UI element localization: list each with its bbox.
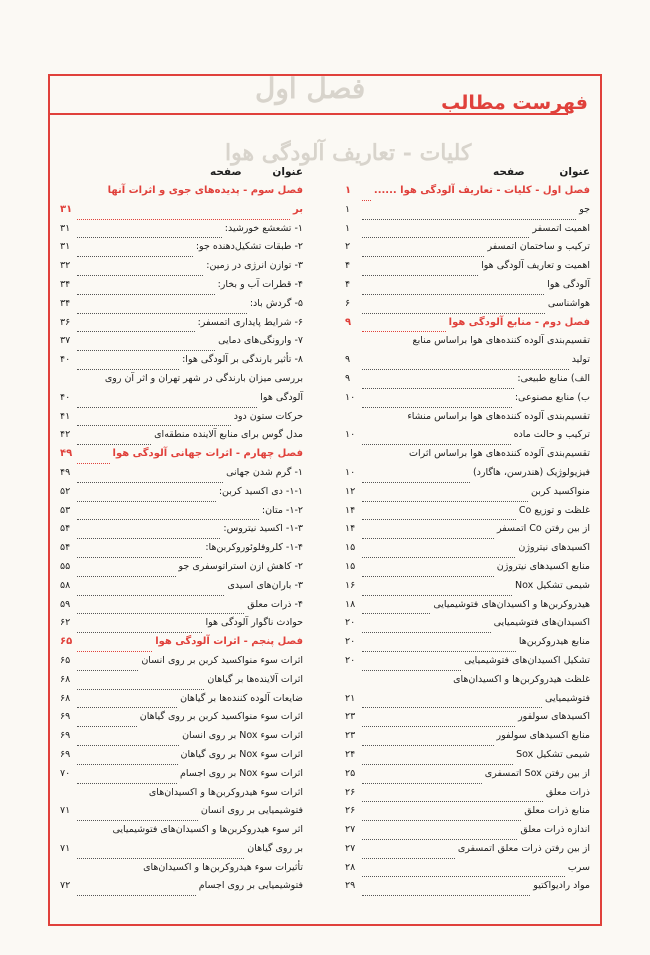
- toc-entry: [60, 257, 303, 276]
- toc-entry: [345, 502, 590, 521]
- toc-entry-title: فصل دوم - منابع آلودگی هوا: [448, 316, 590, 328]
- toc-entry: [345, 802, 590, 821]
- toc-entry-title: ۱- تشعشع خورشید:: [224, 222, 303, 234]
- toc-right-header: [345, 164, 590, 180]
- toc-entry-title: تقسیم‌بندی آلوده کننده‌های هوا براساس منشاء: [407, 410, 590, 422]
- toc-entry-title: ۷- وارونگی‌های دمایی: [218, 335, 303, 347]
- toc-leader-dots: [77, 809, 198, 821]
- toc-entry: [60, 671, 303, 690]
- toc-entry-title: آلودگی هوا: [547, 278, 590, 290]
- toc-entry: [345, 389, 590, 408]
- toc-entry: [345, 238, 590, 257]
- toc-page-number: ۱۸: [345, 598, 356, 610]
- toc-leader-dots: [362, 490, 528, 502]
- toc-entry-title: تقسیم‌بندی آلوده کننده‌های هوا براساس منابع: [412, 335, 590, 347]
- page-column-header: صفحه: [493, 166, 525, 178]
- toc-leader-dots: [362, 790, 543, 802]
- toc-leader-dots: [77, 490, 216, 502]
- toc-page-number: ۲۵: [345, 767, 356, 779]
- toc-entry: [60, 558, 303, 577]
- toc-entry: [60, 652, 303, 671]
- toc-page-number: ۵۴: [60, 542, 71, 554]
- toc-entry-title: تأثیرات سوء هیدروکربن‌ها و اکسیدان‌های: [143, 861, 303, 873]
- toc-entry-title: حرکات ستون دود: [233, 410, 303, 422]
- toc-entry-title: اثرات سوء Nox بر روی اجسام: [179, 767, 303, 779]
- toc-entry: [60, 802, 303, 821]
- toc-page-number: ۳۲: [60, 260, 71, 272]
- toc-entry: [60, 502, 303, 521]
- toc-entry: [345, 746, 590, 765]
- toc-page-number: ۲۰: [345, 654, 356, 666]
- toc-entry: [60, 596, 303, 615]
- toc-entry-title: ۱- گرم شدن جهانی: [226, 466, 303, 478]
- toc-page-number: ۵۳: [60, 504, 71, 516]
- toc-entry-title: ترکیب و ساختمان اتمسفر: [487, 241, 590, 253]
- toc-page-number: ۴۹: [60, 448, 73, 460]
- toc-entry-title: الف) منابع طبیعی:: [517, 372, 590, 384]
- toc-leader-dots: [77, 602, 244, 614]
- toc-entry: [345, 276, 590, 295]
- toc-leader-dots: [362, 659, 461, 671]
- title-column-header: عنوان: [559, 166, 590, 178]
- bleed-through-chapter-title: فصل اول: [255, 72, 366, 105]
- toc-page-number: ۴: [345, 278, 351, 290]
- toc-chapter-entry: [60, 182, 303, 201]
- toc-leader-dots: [77, 452, 110, 464]
- toc-entry: [60, 877, 303, 896]
- toc-page-number: ۲۳: [345, 730, 356, 742]
- toc-entry: [345, 370, 590, 389]
- toc-entry-title: ب) منابع مصنوعی:: [514, 391, 590, 403]
- toc-page-number: ۲۷: [345, 824, 356, 836]
- toc-entry-title: اثرات سوء Nox بر روی انسان: [182, 730, 303, 742]
- toc-entry: [345, 671, 590, 690]
- toc-page-number: ۲۳: [345, 711, 356, 723]
- toc-page-number: ۱۰: [345, 429, 356, 441]
- toc-page-number: ۹: [345, 316, 352, 328]
- toc-entry-title: تولید: [571, 354, 590, 366]
- toc-leader-dots: [77, 527, 220, 539]
- toc-page-number: ۹: [345, 354, 351, 366]
- toc-entry: [345, 332, 590, 351]
- toc-entry: [345, 201, 590, 220]
- toc-page-number: ۱: [345, 203, 351, 215]
- toc-leader-dots: [362, 772, 482, 784]
- toc-leader-dots: [77, 283, 215, 295]
- toc-page-number: ۳۱: [60, 222, 71, 234]
- toc-leader-dots: [362, 302, 545, 314]
- toc-entry: [345, 784, 590, 803]
- toc-page-number: ۶: [345, 297, 351, 309]
- toc-leader-dots: [77, 302, 247, 314]
- toc-entry-title: اثرات سوء هیدروکربن‌ها و اکسیدان‌های: [148, 786, 303, 798]
- toc-page-number: ۲۰: [345, 636, 356, 648]
- toc-entry-title: بر: [293, 203, 303, 215]
- toc-entry: [60, 727, 303, 746]
- toc-entry: [345, 426, 590, 445]
- toc-entry-title: اکسیدهای نیتروژن: [518, 542, 590, 554]
- toc-entry: [345, 558, 590, 577]
- toc-entry: [345, 483, 590, 502]
- toc-entry: [345, 821, 590, 840]
- bleed-through-chapter-subtitle: کلیات - تعاریف آلودگی هوا: [225, 140, 472, 166]
- toc-page-number: ۶۲: [60, 617, 71, 629]
- toc-page-number: ۴۹: [60, 466, 71, 478]
- toc-entry-title: مدل گوس برای منابع آلاینده منطقه‌ای: [154, 429, 303, 441]
- toc-leader-dots: [77, 847, 244, 859]
- toc-leader-dots: [77, 734, 179, 746]
- toc-entry: [60, 708, 303, 727]
- toc-entry: [60, 314, 303, 333]
- toc-leader-dots: [362, 208, 576, 220]
- toc-entry-title: فتوشیمیایی بر روی انسان: [200, 805, 303, 817]
- toc-entry: [60, 614, 303, 633]
- toc-leader-dots: [362, 884, 530, 896]
- toc-entry: [345, 708, 590, 727]
- toc-entry-title: اثر سوء هیدروکربن‌ها و اکسیدان‌های فتوشیمیایی: [112, 824, 303, 836]
- toc-leader-dots: [77, 696, 177, 708]
- toc-page-number: ۲۶: [345, 786, 356, 798]
- toc-entry-title: ۴- ذرات معلق: [247, 598, 303, 610]
- toc-entry-title: منواکسید کربن: [530, 485, 590, 497]
- toc-entry-title: فصل پنجم - اثرات آلودگی هوا: [155, 636, 303, 648]
- toc-leader-dots: [362, 565, 494, 577]
- toc-entry-title: ۴- قطرات آب و بخار:: [217, 278, 303, 290]
- toc-entry: [345, 596, 590, 615]
- toc-leader-dots: [362, 264, 478, 276]
- toc-entry: [60, 332, 303, 351]
- toc-entry-title: غلظت و توزیع Co: [518, 504, 590, 516]
- toc-page-number: ۳۷: [60, 335, 71, 347]
- toc-page-number: ۲۰: [345, 617, 356, 629]
- toc-page-number: ۱۴: [345, 523, 356, 535]
- toc-entry-title: حوادث ناگوار آلودگی هوا: [205, 617, 303, 629]
- toc-entry-title: شیمی تشکیل Sox: [516, 748, 590, 760]
- toc-page-number: ۱۶: [345, 579, 356, 591]
- toc-leader-dots: [362, 433, 511, 445]
- toc-leader-dots: [362, 508, 516, 520]
- toc-page-number: ۱: [345, 222, 351, 234]
- toc-page-number: ۵۲: [60, 485, 71, 497]
- toc-entry: [60, 520, 303, 539]
- toc-entry-title: از بین رفتن Co اتمسفر: [496, 523, 590, 535]
- toc-page-number: ۲۹: [345, 880, 356, 892]
- toc-entry-title: از بین رفتن Sox اتمسفری: [484, 767, 590, 779]
- toc-entry: [345, 295, 590, 314]
- toc-entry-title: ۳- باران‌های اسیدی: [227, 579, 303, 591]
- toc-entry: [60, 426, 303, 445]
- toc-leader-dots: [77, 584, 224, 596]
- toc-leader-dots: [77, 320, 195, 332]
- toc-entry: [60, 464, 303, 483]
- toc-entry-title: اکسیدان‌های فتوشیمیایی: [493, 617, 590, 629]
- toc-page-number: ۲۷: [345, 842, 356, 854]
- toc-leader-dots: [362, 734, 494, 746]
- toc-page-number: ۷۱: [60, 805, 71, 817]
- toc-page-number: ۷۰: [60, 767, 71, 779]
- toc-entry-title: ۲- کاهش ازن استراتوسفری جو: [178, 560, 303, 572]
- toc-left-entries: [60, 182, 303, 896]
- page-title: فهرست مطالب: [441, 92, 588, 114]
- toc-entry: [60, 295, 303, 314]
- toc-leader-dots: [362, 189, 371, 201]
- toc-entry-title: ترکیب و حالت ماده: [513, 429, 590, 441]
- toc-leader-dots: [362, 320, 446, 332]
- toc-leader-dots: [362, 377, 514, 389]
- toc-entry: [345, 539, 590, 558]
- toc-entry: [345, 408, 590, 427]
- toc-page-number: ۴۰: [60, 354, 71, 366]
- toc-entry-title: بررسی میزان بارندگی در شهر تهران و اثر آن روی: [104, 372, 303, 384]
- toc-entry: [60, 784, 303, 803]
- toc-entry: [60, 539, 303, 558]
- toc-page-number: ۵۴: [60, 523, 71, 535]
- toc-entry-title: فتوشیمیایی: [545, 692, 590, 704]
- toc-entry: [60, 821, 303, 840]
- toc-entry-title: اهمیت و تعاریف آلودگی هوا: [481, 260, 590, 272]
- toc-page-number: ۶۸: [60, 692, 71, 704]
- toc-page-number: ۲۴: [345, 748, 356, 760]
- toc-entry-title: غلظت هیدروکربن‌ها و اکسیدان‌های: [453, 673, 590, 685]
- toc-entry-title: ۶- شرایط پایداری اتمسفر:: [197, 316, 303, 328]
- toc-entry: [60, 351, 303, 370]
- toc-entry-title: فیزیولوژیک (هندرسن، هاگارد): [472, 466, 590, 478]
- toc-leader-dots: [362, 245, 484, 257]
- toc-page-number: ۴۱: [60, 410, 71, 422]
- toc-entry-title: آلودگی هوا: [260, 391, 303, 403]
- toc-entry: [345, 633, 590, 652]
- toc-leader-dots: [77, 339, 215, 351]
- toc-left-header: [60, 164, 303, 180]
- toc-page-number: ۷۲: [60, 880, 71, 892]
- toc-leader-dots: [77, 226, 222, 238]
- toc-leader-dots: [362, 847, 455, 859]
- toc-leader-dots: [362, 226, 529, 238]
- title-column-header: عنوان: [272, 166, 303, 178]
- toc-leader-dots: [362, 621, 491, 633]
- toc-entry: [345, 351, 590, 370]
- toc-entry-title: فصل چهارم - اثرات جهانی آلودگی هوا: [112, 448, 303, 460]
- toc-chapter-entry: [60, 633, 303, 652]
- toc-entry: [60, 577, 303, 596]
- toc-entry: [60, 483, 303, 502]
- toc-right-entries: [345, 182, 590, 896]
- toc-leader-dots: [362, 828, 517, 840]
- toc-entry: [60, 276, 303, 295]
- toc-entry: [345, 765, 590, 784]
- toc-page-number: ۱۵: [345, 542, 356, 554]
- toc-page-number: ۱۰: [345, 466, 356, 478]
- toc-entry: [60, 220, 303, 239]
- toc-entry: [345, 445, 590, 464]
- toc-leader-dots: [77, 396, 257, 408]
- toc-leader-dots: [362, 865, 565, 877]
- toc-page-number: ۱: [345, 185, 352, 196]
- toc-chapter-entry: [345, 182, 590, 201]
- toc-leader-dots: [362, 809, 521, 821]
- toc-entry-title: منابع اکسیدهای نیتروژن: [496, 560, 590, 572]
- toc-entry: [60, 765, 303, 784]
- toc-page-number: ۴۰: [60, 391, 71, 403]
- toc-entry-title: ۱-۴- کلروفلوئوروکربن‌ها:: [205, 542, 303, 554]
- toc-entry: [345, 614, 590, 633]
- toc-right-column: [345, 164, 590, 896]
- toc-entry-title: جو: [579, 203, 590, 215]
- toc-page-number: ۲: [345, 241, 351, 253]
- toc-leader-dots: [362, 602, 430, 614]
- toc-leader-dots: [362, 546, 515, 558]
- toc-entry-title: اثرات سوء Nox بر روی گیاهان: [180, 748, 303, 760]
- toc-page-number: ۱۵: [345, 560, 356, 572]
- toc-leader-dots: [362, 471, 470, 483]
- toc-page-number: ۱۰: [345, 391, 356, 403]
- toc-entry: [345, 257, 590, 276]
- toc-leader-dots: [77, 414, 231, 426]
- toc-entry: [60, 238, 303, 257]
- toc-page-number: ۶۹: [60, 748, 71, 760]
- toc-entry-title: بر روی گیاهان: [247, 842, 303, 854]
- toc-page-number: ۶۹: [60, 730, 71, 742]
- toc-leader-dots: [77, 264, 203, 276]
- toc-entry-title: فصل سوم - پدیده‌های جوی و اثرات آنها: [107, 185, 303, 196]
- toc-entry-title: هواشناسی: [547, 297, 590, 309]
- toc-page-number: ۱۲: [345, 485, 356, 497]
- toc-page-number: ۲۶: [345, 805, 356, 817]
- toc-entry: [345, 727, 590, 746]
- toc-entry-title: مواد رادیواکتیو: [533, 880, 590, 892]
- toc-leader-dots: [77, 208, 290, 220]
- toc-page-number: ۳۴: [60, 297, 71, 309]
- toc-entry-title: تشکیل اکسیدان‌های فتوشیمیایی: [464, 654, 590, 666]
- toc-leader-dots: [362, 715, 515, 727]
- toc-leader-dots: [77, 772, 177, 784]
- toc-entry-title: منابع اکسیدهای سولفور: [496, 730, 590, 742]
- toc-entry-title: شیمی تشکیل Nox: [515, 579, 590, 591]
- toc-entry-title: ۱-۲- متان:: [261, 504, 303, 516]
- toc-leader-dots: [362, 753, 513, 765]
- toc-entry-title: اندازه ذرات معلق: [520, 824, 590, 836]
- toc-leader-dots: [77, 659, 138, 671]
- toc-page-number: ۶۹: [60, 711, 71, 723]
- toc-entry-title: ذرات معلق: [545, 786, 590, 798]
- toc-leader-dots: [362, 283, 544, 295]
- toc-entry: [60, 389, 303, 408]
- toc-chapter-entry: [345, 314, 590, 333]
- toc-page-number: ۴: [345, 260, 351, 272]
- toc-leader-dots: [362, 396, 512, 408]
- toc-entry-title: منابع ذرات معلق: [524, 805, 590, 817]
- toc-entry: [345, 220, 590, 239]
- toc-leader-dots: [362, 696, 542, 708]
- toc-page-number: ۵۵: [60, 560, 71, 572]
- toc-leader-dots: [77, 433, 151, 445]
- toc-entry-title: اثرات سوء منواکسید کربن بر روی انسان: [141, 654, 303, 666]
- toc-entry: [345, 520, 590, 539]
- toc-leader-dots: [77, 640, 152, 652]
- toc-page-number: ۶۵: [60, 636, 73, 648]
- toc-leader-dots: [77, 245, 193, 257]
- toc-page-number: ۳۱: [60, 203, 73, 215]
- toc-page-number: ۵۸: [60, 579, 71, 591]
- toc-entry-title: ۵- گردش باد:: [249, 297, 303, 309]
- toc-entry-title: ۱-۱- دی اکسید کربن:: [218, 485, 303, 497]
- toc-page-number: ۳۱: [60, 241, 71, 253]
- toc-leader-dots: [77, 715, 137, 727]
- toc-entry: [345, 577, 590, 596]
- toc-entry-title: از بین رفتن ذرات معلق اتمسفری: [457, 842, 590, 854]
- toc-page-number: ۲۱: [345, 692, 356, 704]
- toc-entry: [345, 840, 590, 859]
- toc-chapter-entry: [60, 201, 303, 220]
- toc-entry-title: تقسیم‌بندی آلوده کننده‌های هوا براساس اثرات: [409, 448, 590, 460]
- toc-entry: [60, 408, 303, 427]
- toc-entry: [345, 877, 590, 896]
- toc-leader-dots: [77, 471, 223, 483]
- toc-leader-dots: [362, 358, 569, 370]
- toc-entry-title: اهمیت اتمسفر: [532, 222, 590, 234]
- toc-leader-dots: [77, 678, 204, 690]
- toc-leader-dots: [362, 527, 494, 539]
- toc-entry-title: ۱-۳- اکسید نیتروس:: [223, 523, 303, 535]
- toc-entry: [60, 370, 303, 389]
- toc-entry-title: سرب: [567, 861, 590, 873]
- toc-leader-dots: [77, 884, 196, 896]
- toc-page-number: ۴۲: [60, 429, 71, 441]
- toc-left-column: [60, 164, 303, 896]
- toc-entry-title: ضایعات آلوده کننده‌ها بر گیاهان: [180, 692, 303, 704]
- toc-entry-title: ۸- تأثیر بارندگی بر آلودگی هوا:: [182, 354, 303, 366]
- toc-page-number: ۱۴: [345, 504, 356, 516]
- toc-leader-dots: [77, 621, 202, 633]
- toc-entry: [60, 746, 303, 765]
- toc-leader-dots: [77, 508, 259, 520]
- toc-entry-title: منابع هیدروکربن‌ها: [518, 636, 590, 648]
- toc-chapter-entry: [60, 445, 303, 464]
- toc-entry: [345, 690, 590, 709]
- toc-leader-dots: [77, 753, 178, 765]
- toc-entry-title: اثرات سوء منواکسید کربن بر روی گیاهان: [139, 711, 303, 723]
- toc-leader-dots: [362, 584, 512, 596]
- toc-entry: [345, 859, 590, 878]
- toc-page-number: ۶۵: [60, 654, 71, 666]
- toc-entry-title: ۲- طبقات تشکیل‌دهنده جو:: [195, 241, 303, 253]
- toc-page-number: ۶۸: [60, 673, 71, 685]
- toc-page-number: ۳۶: [60, 316, 71, 328]
- toc-leader-dots: [77, 358, 179, 370]
- toc-entry: [345, 652, 590, 671]
- toc-entry: [345, 464, 590, 483]
- toc-page-number: ۷۱: [60, 842, 71, 854]
- toc-entry: [60, 840, 303, 859]
- toc-leader-dots: [362, 640, 516, 652]
- toc-entry: [60, 859, 303, 878]
- toc-entry-title: اکسیدهای سولفور: [518, 711, 590, 723]
- toc-entry-title: فصل اول - کلیات - تعاریف آلودگی هوا ......: [373, 185, 590, 196]
- toc-page-number: ۹: [345, 372, 351, 384]
- toc-entry-title: ۳- توازن انرژی در زمین:: [206, 260, 303, 272]
- toc-entry: [60, 690, 303, 709]
- toc-entry-title: هیدروکربن‌ها و اکسیدان‌های فتوشیمیایی: [433, 598, 590, 610]
- toc-leader-dots: [77, 565, 176, 577]
- toc-leader-dots: [77, 546, 202, 558]
- toc-entry-title: فتوشیمیایی بر روی اجسام: [198, 880, 303, 892]
- page-column-header: صفحه: [210, 166, 242, 178]
- toc-page-number: ۲۸: [345, 861, 356, 873]
- toc-page-number: ۵۹: [60, 598, 71, 610]
- toc-page-number: ۳۴: [60, 278, 71, 290]
- toc-entry-title: اثرات آلاینده‌ها بر گیاهان: [207, 673, 303, 685]
